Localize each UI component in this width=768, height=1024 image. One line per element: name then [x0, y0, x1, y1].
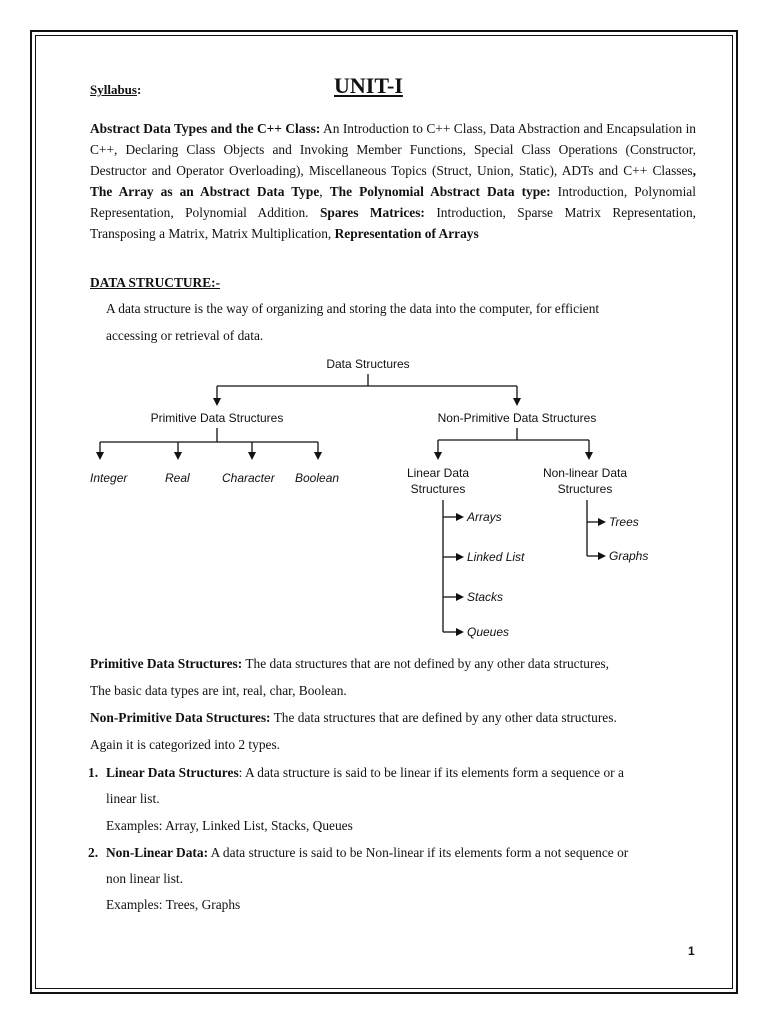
page-number: 1	[688, 944, 695, 958]
node-arrays: Arrays	[467, 510, 502, 524]
node-linear-line1: Linear Data	[406, 466, 470, 480]
primitive-definition-line2: The basic data types are int, real, char, Boolean.	[90, 683, 347, 698]
list-item-nonlinear-line2: non linear list.	[106, 871, 183, 886]
node-real: Real	[165, 471, 190, 485]
node-boolean: Boolean	[295, 471, 340, 485]
node-character: Character	[222, 471, 275, 485]
unit-title: UNIT-I	[334, 73, 403, 98]
node-stacks: Stacks	[467, 590, 504, 604]
non-primitive-definition: Non-Primitive Data Structures: The data structures that are defined by any other data structures.	[90, 710, 617, 725]
node-integer: Integer	[90, 471, 128, 485]
data-structure-heading: DATA STRUCTURE:-	[90, 275, 221, 290]
node-linked-list: Linked List	[467, 550, 525, 564]
primitive-definition: Primitive Data Structures: The data structures that are not defined by any other data structures,	[90, 656, 609, 671]
non-primitive-definition-line2: Again it is categorized into 2 types.	[90, 737, 281, 752]
definition-line-2: accessing or retrieval of data.	[106, 328, 264, 343]
list-item-linear-line2: linear list.	[106, 791, 160, 806]
list-item-nonlinear: Non-Linear Data: A data structure is said to be Non-linear if its elements form a not sequence or	[106, 845, 629, 860]
list-item-linear: Linear Data Structures: A data structure is said to be linear if its elements form a sequence or a	[106, 765, 624, 780]
node-non-primitive: Non-Primitive Data Structures	[437, 411, 597, 425]
data-structures-tree-diagram	[80, 350, 700, 650]
list-item-nonlinear-examples: Examples: Trees, Graphs	[106, 897, 241, 912]
node-queues: Queues	[467, 625, 510, 639]
definition-line-1: A data structure is the way of organizing and storing the data into the computer, for efficient	[106, 301, 600, 316]
syllabus-paragraph: Abstract Data Types and the C++ Class: An Introduction to C++ Class, Data Abstraction and Encapsulation in C++, Declaring Class Objects and Invoking Member Functions, Special Class Operations (Constructor, Destructor and Operator Overloading), Miscellaneous Topics (Struct, Union, Static), ADTs and C++ Classes, The Array as an Abstract Data Type, The Polynomial Abstract Data type: Introduction, Polynomial Representation, Polynomial Addition. Spares Matrices: Introduction, Sparse Matrix Representation, Transposing a Matrix, Matrix Multiplication, Representation of Arrays	[90, 121, 696, 241]
syllabus-label: Syllabus:	[90, 82, 142, 97]
node-data-structures: Data Structures	[326, 357, 410, 371]
list-item-linear-examples: Examples: Array, Linked List, Stacks, Queues	[106, 818, 353, 833]
node-primitive: Primitive Data Structures	[150, 411, 284, 425]
node-linear-line2: Structures	[410, 482, 466, 496]
node-trees: Trees	[609, 515, 639, 529]
node-graphs: Graphs	[609, 549, 649, 563]
node-nonlinear-line1: Non-linear Data	[542, 466, 628, 480]
list-item-2-number: 2.	[88, 845, 99, 860]
node-nonlinear-line2: Structures	[557, 482, 613, 496]
list-item-1-number: 1.	[88, 765, 99, 780]
